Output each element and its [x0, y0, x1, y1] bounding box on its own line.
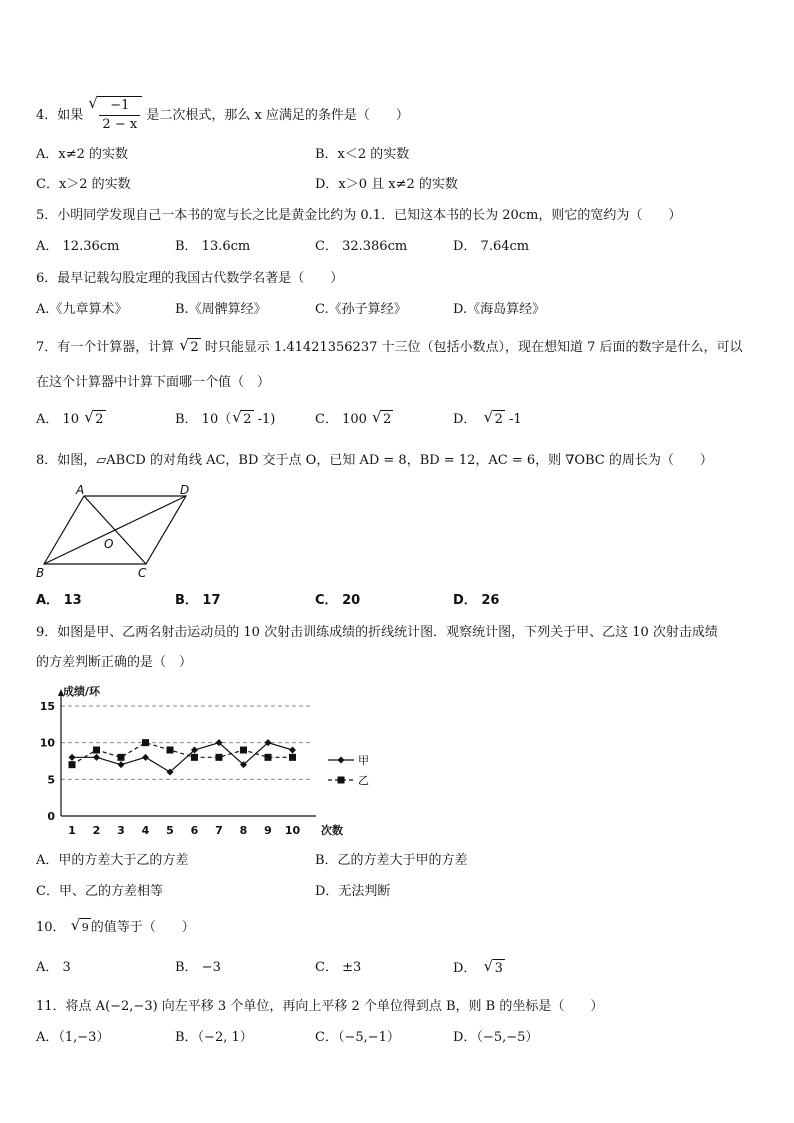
q4-option-c: C．x＞2 的实数 [36, 177, 131, 192]
q7-option-b: B． 10（√ 2 -1) [175, 410, 275, 429]
q5-option-b: B． 13.6cm [175, 239, 251, 254]
q9-option-c: C．甲、乙的方差相等 [36, 884, 163, 899]
data-point-yi [289, 754, 296, 761]
q8-option-b: B． 17 [175, 593, 221, 608]
x-tick-label: 2 [92, 824, 101, 837]
question-6: 6．最早记载勾股定理的我国古代数学名著是（ ） [36, 271, 344, 286]
q5-option-c: C． 32.386cm [315, 239, 408, 254]
x-tick-label: 8 [239, 824, 248, 837]
q8-option-c: C． 20 [315, 593, 361, 608]
q4-denominator: 2 − x [102, 117, 138, 132]
q4-suffix: 是二次根式，那么 x 应满足的条件是（ ） [146, 108, 409, 123]
q7-radical: √ 2 [188, 338, 200, 357]
question-8: 8．如图，▱ABCD 的对角线 AC，BD 交于点 O，已知 AD = 8，BD = 12，AC = 6，则 ∇OBC 的周长为（ ） [36, 453, 713, 468]
data-point-yi [240, 747, 247, 754]
label-a: A [76, 483, 85, 497]
label-d: D [180, 483, 190, 497]
question-10: 10． √ 9 的值等于（ ） [36, 918, 195, 937]
q7-option-d: D． √ 2 -1 [453, 410, 522, 429]
data-point-yi [118, 754, 125, 761]
question-9-line1: 9．如图是甲、乙两名射击运动员的 10 次射击训练成绩的折线统计图．观察统计图，下列关于甲、乙这 10 次射击成绩 [36, 625, 718, 640]
label-c: C [138, 566, 147, 580]
x-tick-label: 4 [141, 824, 150, 837]
x-tick-label: 1 [68, 824, 76, 837]
q9-option-d: D．无法判断 [315, 884, 391, 899]
q10-option-a: A． 3 [36, 960, 71, 975]
q5-option-a: A． 12.36cm [36, 239, 120, 254]
data-point-jia [118, 761, 125, 768]
x-tick-label: 5 [166, 824, 174, 837]
q4-option-a: A．x≠2 的实数 [36, 147, 129, 162]
y-tick-label: 15 [39, 700, 55, 713]
q6-option-b: B.《周髀算经》 [175, 302, 267, 317]
q9-option-a: A．甲的方差大于乙的方差 [36, 853, 189, 868]
data-point-jia [93, 754, 100, 761]
q7-text-c: 时只能显示 1.41421356237 十三位（包括小数点），现在想知道 7 后面的数字是什么，可以 [204, 340, 743, 355]
legend-label: 甲 [358, 754, 369, 767]
data-point-yi [191, 754, 198, 761]
data-point-yi [216, 754, 223, 761]
q6-option-a: A.《九章算术》 [36, 302, 128, 317]
q7-text-a: 7．有一个计算器，计算 [36, 340, 175, 355]
q4-option-b: B．x＜2 的实数 [315, 147, 410, 162]
q7-option-c: C． 100 √ 2 [315, 410, 393, 429]
q10-radical: √ 9 [80, 918, 91, 937]
question-7-line2: 在这个计算器中计算下面哪一个值（ ） [36, 375, 271, 390]
series-line-jia [72, 743, 293, 772]
question-9-line2: 的方差判断正确的是（ ） [36, 655, 193, 670]
question-5: 5．小明同学发现自己一本书的宽与长之比是黄金比约为 0.1．已知这本书的长为 20cm，则它的宽约为（ ） [36, 208, 682, 223]
q6-option-d: D.《海岛算经》 [453, 302, 546, 317]
data-point-yi [265, 754, 272, 761]
label-o: O [104, 537, 114, 551]
legend-marker [338, 757, 345, 764]
x-tick-label: 9 [264, 824, 272, 837]
y-axis-label: 成绩/环 [63, 685, 101, 698]
x-tick-label: 3 [117, 824, 125, 837]
q4-prefix: 4．如果 [36, 108, 84, 123]
q4-numerator: √ −1 [99, 97, 140, 116]
q4-option-d: D．x＞0 且 x≠2 的实数 [315, 177, 458, 192]
q11-option-c: C．（−5,−1） [315, 1030, 400, 1045]
data-point-yi [167, 747, 174, 754]
data-point-jia [142, 754, 149, 761]
data-point-yi [142, 739, 149, 746]
q11-option-d: D．（−5,−5） [453, 1030, 539, 1045]
q11-option-a: A．（1,−3） [36, 1030, 110, 1045]
question-7 [36, 338, 743, 357]
q10-option-d: D． √ 3 [453, 959, 505, 978]
x-axis-label: 次数 [321, 824, 343, 837]
q10-option-b: B． −3 [175, 960, 221, 975]
q8-option-d: D． 26 [453, 593, 500, 608]
x-tick-label: 10 [284, 824, 301, 837]
data-point-jia [69, 754, 76, 761]
data-point-yi [69, 761, 76, 768]
q4-radical [97, 96, 142, 134]
score-line-chart [36, 684, 369, 844]
x-tick-label: 7 [215, 824, 223, 837]
x-tick-label: 6 [190, 824, 199, 837]
data-point-yi [93, 747, 100, 754]
q6-option-c: C.《孙子算经》 [315, 302, 407, 317]
question-4 [36, 96, 409, 134]
legend-marker [338, 777, 345, 784]
legend-label: 乙 [358, 774, 369, 787]
q7-option-a: A． 10 √ 2 [36, 410, 106, 429]
y-tick-label: 0 [47, 810, 55, 823]
q10-option-c: C． ±3 [315, 960, 362, 975]
parallelogram-figure [30, 484, 200, 584]
q5-option-d: D． 7.64cm [453, 239, 530, 254]
data-point-jia [289, 747, 296, 754]
q9-option-b: B．乙的方差大于甲的方差 [315, 853, 468, 868]
question-11: 11．将点 A(−2,−3) 向左平移 3 个单位，再向上平移 2 个单位得到点 B，则 B 的坐标是（ ） [36, 999, 604, 1014]
y-tick-label: 10 [39, 736, 55, 750]
q8-option-a: A． 13 [36, 593, 82, 608]
y-tick-label: 5 [47, 773, 55, 787]
label-b: B [36, 566, 45, 580]
diagonal-bd [44, 496, 186, 564]
q11-option-b: B．（−2, 1） [175, 1030, 253, 1045]
